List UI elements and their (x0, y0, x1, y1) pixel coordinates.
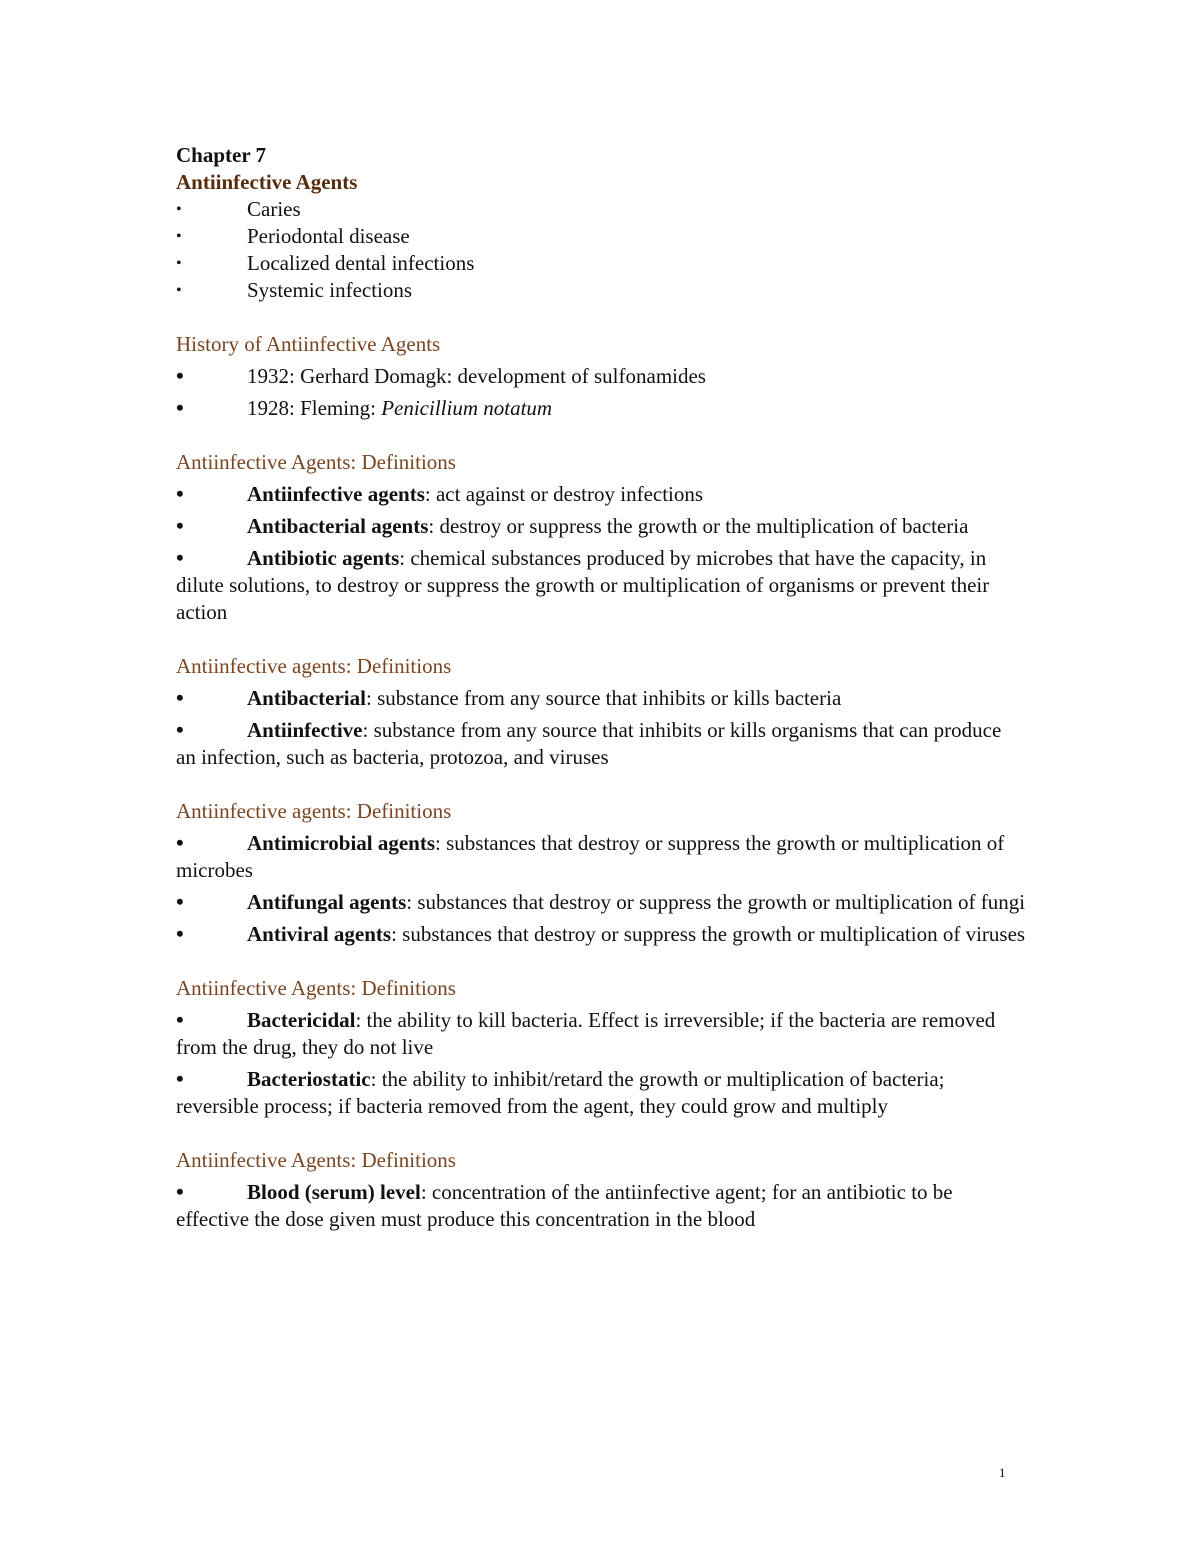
definition-text: : substance from any source that inhibits or kills bacteria (365, 686, 842, 710)
bullet-icon: • (176, 1007, 184, 1032)
definition-term: Antiinfective agents (247, 482, 425, 506)
definition-term: Antibiotic agents (247, 546, 400, 570)
list-item: • Localized dental infections (176, 250, 1026, 277)
history-item (176, 394, 1026, 422)
history-item (176, 362, 1026, 390)
definition-text: : substances that destroy or suppress the growth or multiplication of fungi (406, 890, 1026, 914)
definition-text: : chemical substances produced by microbes that have the capacity, in dilute solutions, to destroy or suppress the growth or multiplication of organisms or prevent their action (176, 546, 990, 624)
definition-term: Antibacterial (247, 686, 366, 710)
species-name: Penicillium notatum (381, 396, 553, 420)
definition-text: : concentration of the antiinfective agent; for an antibiotic to be effective the dose given must produce this concentration in the blood (176, 1180, 953, 1231)
definition-term: Antifungal agents (247, 890, 407, 914)
history-text: 1928: Fleming: (247, 396, 382, 420)
definitions-section (176, 1147, 1026, 1233)
definition-item (176, 684, 1026, 712)
chapter-title: Chapter 7 (176, 143, 267, 167)
history-text: 1932: Gerhard Domagk: development of sulfonamides (247, 364, 706, 388)
bullet-icon: • (176, 513, 184, 538)
page-number: 1 (999, 1465, 1006, 1480)
definitions-section (176, 653, 1026, 771)
definition-term: Antiinfective (247, 718, 363, 742)
bullet-icon: • (176, 889, 184, 914)
bullet-icon: • (176, 395, 184, 420)
list-item: • Systemic infections (176, 277, 1026, 304)
definition-term: Antiviral agents (247, 922, 392, 946)
definition-text: : destroy or suppress the growth or the multiplication of bacteria (428, 514, 969, 538)
definition-item (176, 1006, 1026, 1061)
definition-text: : substance from any source that inhibits or kills organisms that can produce an infection, such as bacteria, protozoa, and viruses (176, 718, 1002, 769)
definitions-section (176, 975, 1026, 1120)
bullet-icon: • (176, 481, 184, 506)
definition-item (176, 920, 1026, 948)
chapter-subtitle: Antiinfective Agents (176, 170, 358, 194)
definition-item (176, 1065, 1026, 1120)
definition-item (176, 829, 1026, 884)
section-heading: Antiinfective Agents: Definitions (176, 976, 456, 1000)
bullet-icon: • (176, 1179, 184, 1204)
definition-term: Antimicrobial agents (247, 831, 436, 855)
document-page (176, 142, 1026, 1237)
definition-text: : substances that destroy or suppress the growth or multiplication of microbes (176, 831, 1005, 882)
definition-term: Antibacterial agents (247, 514, 429, 538)
history-section (176, 331, 1026, 422)
definition-item (176, 716, 1026, 771)
definition-text: : the ability to inhibit/retard the growth or multiplication of bacteria; reversible process; if bacteria removed from the agent, they could grow and multiply (176, 1067, 945, 1118)
section-heading: Antiinfective Agents: Definitions (176, 1148, 456, 1172)
section-heading: Antiinfective Agents: Definitions (176, 450, 456, 474)
bullet-icon: • (176, 921, 184, 946)
definition-item (176, 1178, 1026, 1233)
bullet-icon: • (176, 717, 184, 742)
list-item: • Periodontal disease (176, 223, 1026, 250)
section-heading: History of Antiinfective Agents (176, 332, 441, 356)
bullet-icon: • (176, 830, 184, 855)
definition-text: : the ability to kill bacteria. Effect is irreversible; if the bacteria are removed from the drug, they do not live (176, 1008, 996, 1059)
definition-term: Bactericidal (247, 1008, 356, 1032)
definition-text: : substances that destroy or suppress the growth or multiplication of viruses (391, 922, 1026, 946)
definition-text: : act against or destroy infections (424, 482, 704, 506)
definition-item (176, 512, 1026, 540)
list-item: • Caries (176, 196, 1026, 223)
section-heading: Antiinfective agents: Definitions (176, 654, 452, 678)
bullet-icon: • (176, 1066, 184, 1091)
bullet-icon: • (176, 363, 184, 388)
bullet-icon: • (176, 545, 184, 570)
definition-item (176, 544, 1026, 626)
definitions-section (176, 798, 1026, 948)
section-heading: Antiinfective agents: Definitions (176, 799, 452, 823)
intro-list (176, 196, 1026, 304)
definition-item (176, 480, 1026, 508)
definition-term: Bacteriostatic (247, 1067, 371, 1091)
definition-item (176, 888, 1026, 916)
definitions-section (176, 449, 1026, 626)
definition-term: Blood (serum) level (247, 1180, 421, 1204)
bullet-icon: • (176, 685, 184, 710)
